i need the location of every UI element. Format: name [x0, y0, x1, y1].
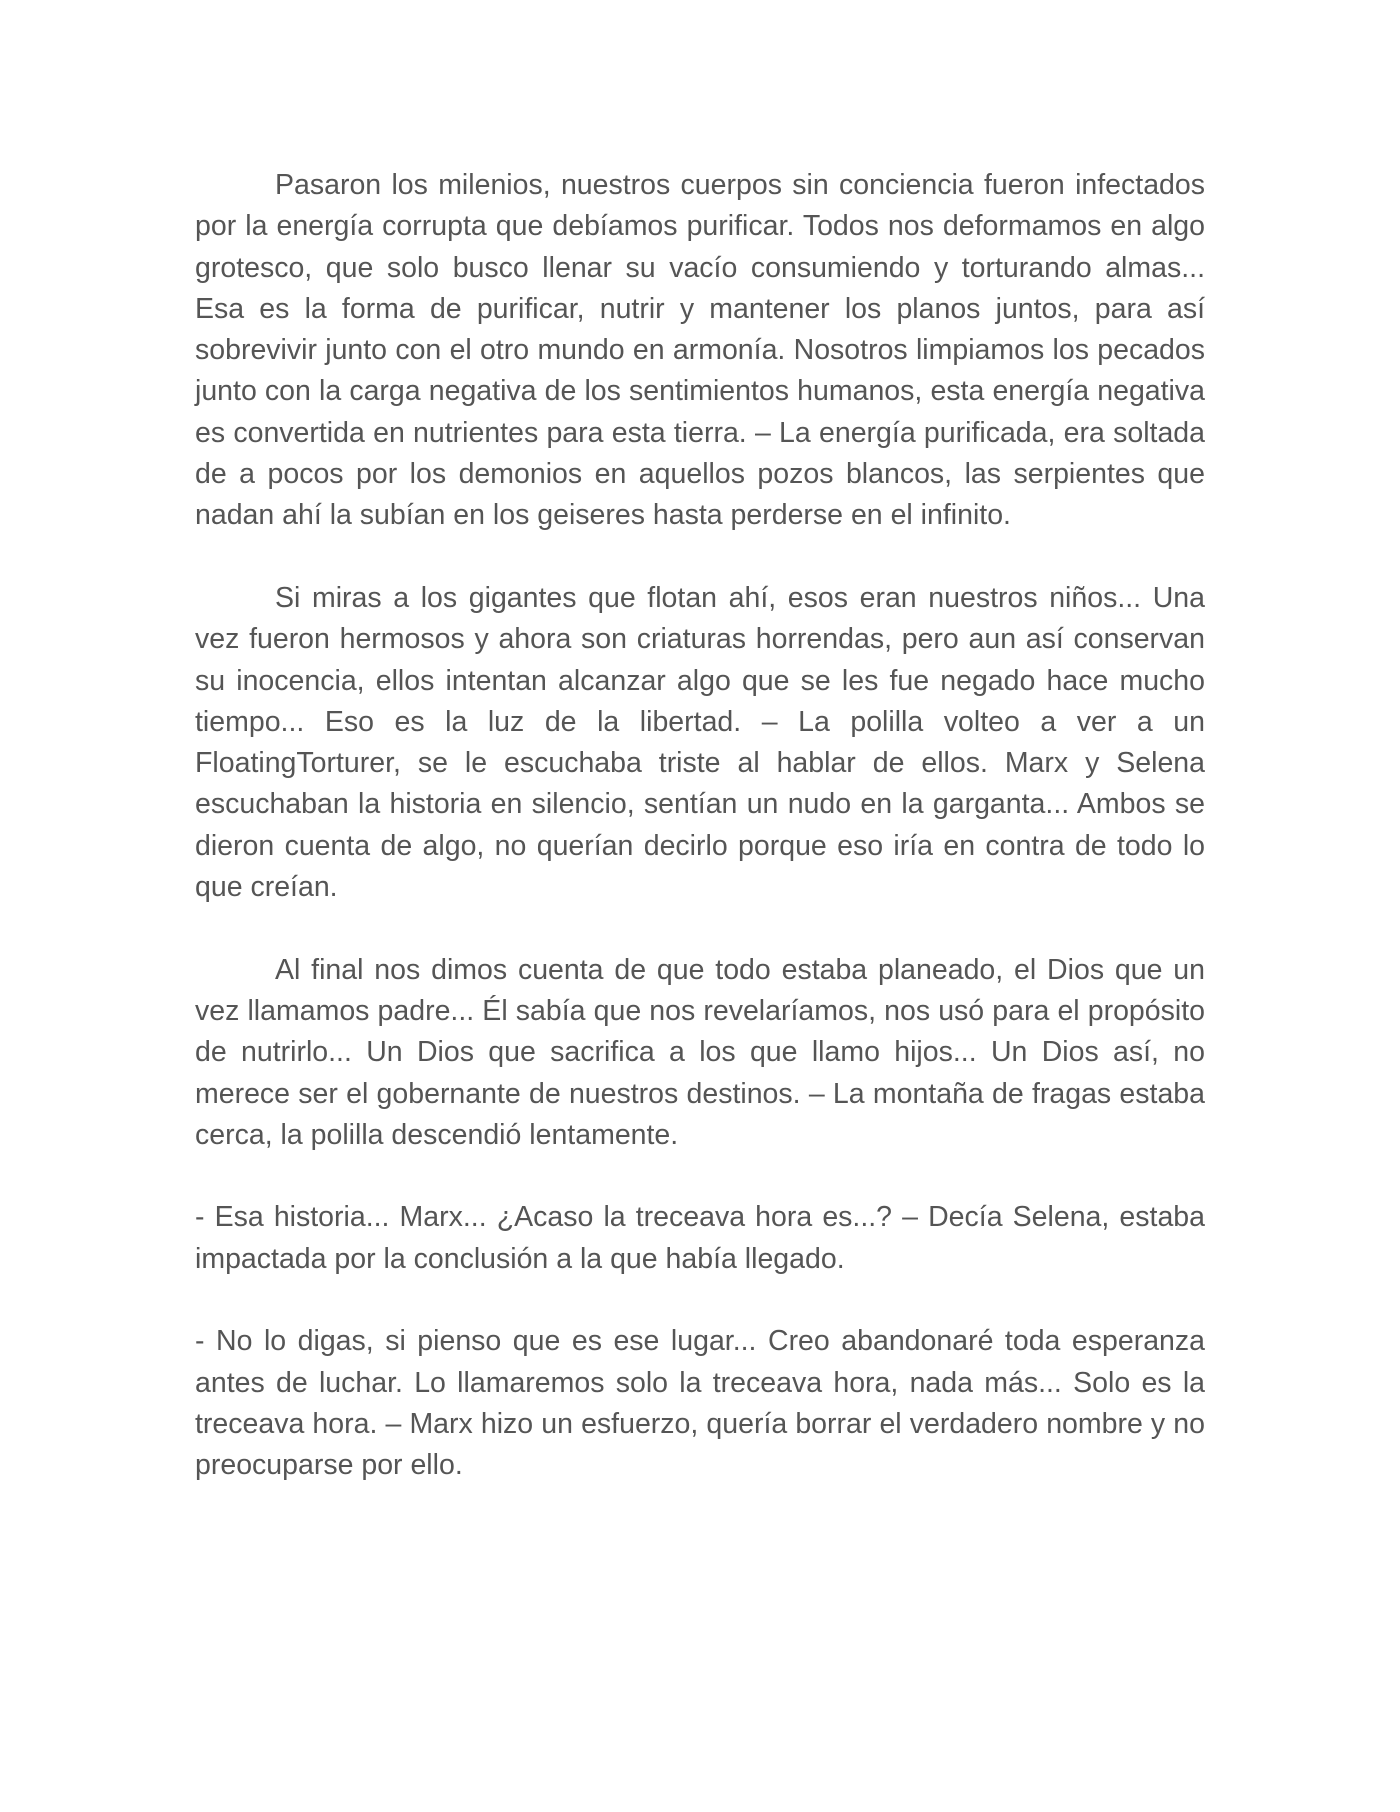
paragraph-4-dialogue: - Esa historia... Marx... ¿Acaso la treceava hora es...? – Decía Selena, estaba impactada por la conclusión a la que había llegado.: [195, 1201, 1205, 1275]
document-page: [195, 165, 1205, 1528]
paragraph-1: Pasaron los milenios, nuestros cuerpos sin conciencia fueron infectados por la energía corrupta que debíamos purificar. Todos nos deformamos en algo grotesco, que solo busco llenar su vacío consumiendo y torturando almas... Esa es la forma de purificar, nutrir y mantener los planos juntos, para así sobrevivir junto con el otro mundo en armonía. Nosotros limpiamos los pecados junto con la carga negativa de los sentimientos humanos, esta energía negativa es convertida en nutrientes para esta tierra. – La energía purificada, era soltada de a pocos por los demonios en aquellos pozos blancos, las serpientes que nadan ahí la subían en los geiseres hasta perderse en el infinito.: [195, 169, 1205, 532]
paragraph-3: Al final nos dimos cuenta de que todo estaba planeado, el Dios que un vez llamamos padre... Él sabía que nos revelaríamos, nos usó para el propósito de nutrirlo... Un Dios que sacrifica a los que llamo hijos... Un Dios así, no merece ser el gobernante de nuestros destinos. – La montaña de fragas estaba cerca, la polilla descendió lentamente.: [195, 953, 1205, 1151]
paragraph-5-dialogue: - No lo digas, si pienso que es ese lugar... Creo abandonaré toda esperanza antes de luchar. Lo llamaremos solo la treceava hora, nada más... Solo es la treceava hora. – Marx hizo un esfuerzo, quería borrar el verdadero nombre y no preocuparse por ello.: [195, 1325, 1205, 1482]
paragraph-2: Si miras a los gigantes que flotan ahí, esos eran nuestros niños... Una vez fueron hermosos y ahora son criaturas horrendas, pero aun así conservan su inocencia, ellos intentan alcanzar algo que se les fue negado hace mucho tiempo... Eso es la luz de la libertad. – La polilla volteo a ver a un FloatingTorturer, se le escuchaba triste al hablar de ellos. Marx y Selena escuchaban la historia en silencio, sentían un nudo en la garganta... Ambos se dieron cuenta de algo, no querían decirlo porque eso iría en contra de todo lo que creían.: [195, 581, 1205, 904]
